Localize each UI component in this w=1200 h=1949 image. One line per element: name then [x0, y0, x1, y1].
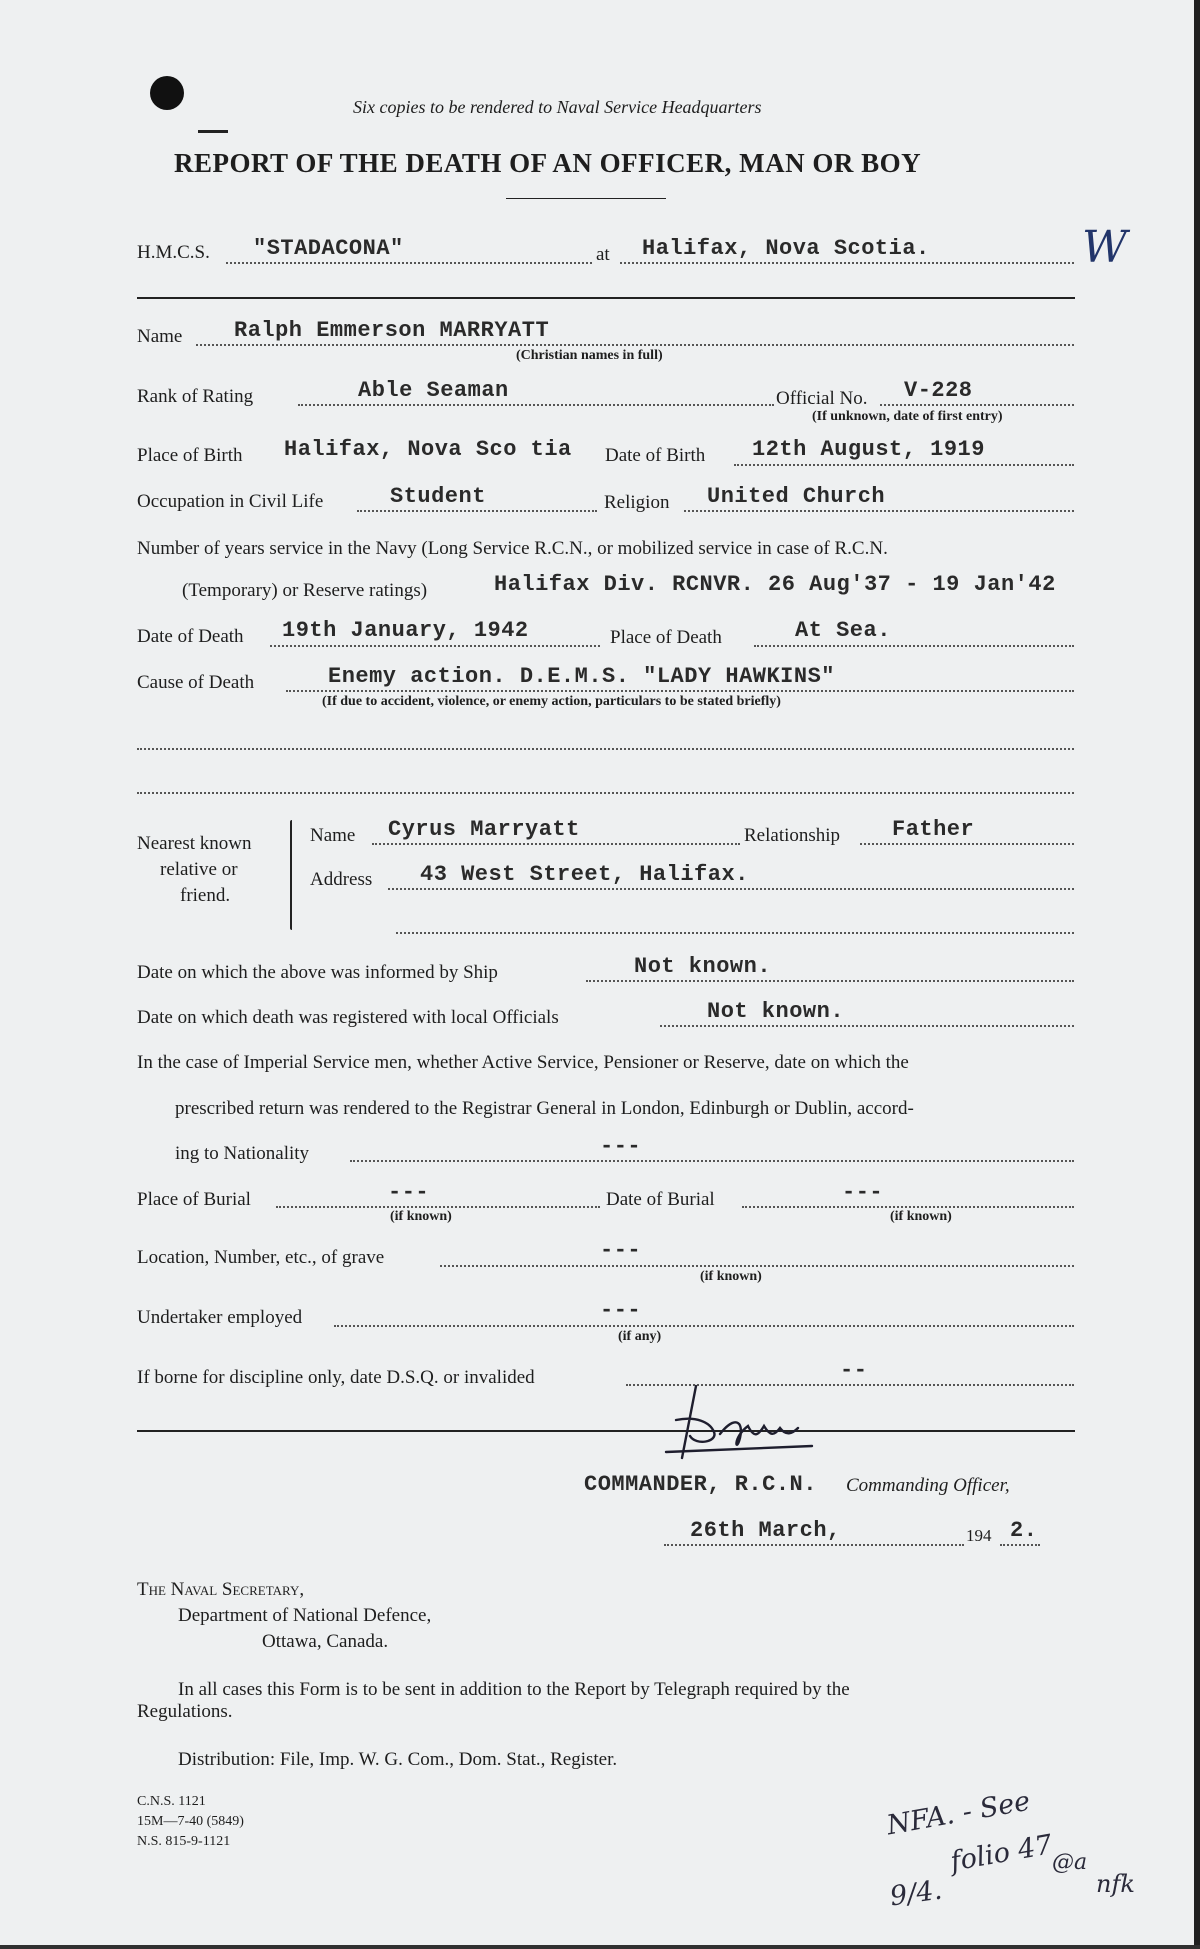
burial-place-label: Place of Burial [137, 1189, 251, 1210]
relative-name-line [372, 843, 740, 845]
addressee-line-1: The Naval Secretary, [137, 1579, 305, 1600]
discipline-value: -- [840, 1358, 868, 1383]
form-code-3: N.S. 815-9-1121 [137, 1834, 231, 1849]
burial-date-label: Date of Burial [606, 1189, 715, 1210]
section-rule-top [137, 297, 1075, 299]
discipline-label: If borne for discipline only, date D.S.Q. or invalided [137, 1367, 535, 1388]
relative-address-line-2 [396, 932, 1074, 934]
telegraph-note: In all cases this Form is to be sent in addition to the Report by Telegraph required by the [178, 1679, 850, 1700]
burial-date-value: --- [842, 1180, 884, 1205]
addressee-line-2: Department of National Defence, [178, 1605, 432, 1626]
cause-line-2 [137, 748, 1074, 750]
religion-line [684, 510, 1074, 512]
burial-date-line [742, 1206, 1074, 1208]
burial-date-hint: (if known) [890, 1209, 952, 1224]
undertaker-value: --- [600, 1298, 642, 1323]
grave-value: --- [600, 1238, 642, 1263]
margin-note: W [1082, 222, 1128, 273]
imperial-line [350, 1160, 1074, 1162]
signature-role: Commanding Officer, [846, 1475, 1010, 1496]
cause-line [286, 690, 1074, 692]
telegraph-note-2: Regulations. [137, 1701, 233, 1722]
instruction-text: Six copies to be rendered to Naval Service Headquarters [353, 97, 762, 117]
death-place-label: Place of Death [610, 627, 722, 648]
relative-group-label-3: friend. [180, 885, 231, 906]
handwritten-note-3: 9/4. [888, 1874, 944, 1913]
religion-value: United Church [707, 484, 886, 509]
name-label: Name [137, 326, 183, 347]
informed-label: Date on which the above was informed by Ship [137, 962, 498, 983]
relative-group-label-1: Nearest known [137, 833, 252, 854]
burial-place-hint: (if known) [390, 1209, 452, 1224]
relative-group-label-2: relative or [160, 859, 238, 880]
informed-line [586, 980, 1074, 982]
occupation-line [357, 510, 597, 512]
title-underline [506, 198, 666, 199]
signature-date-line [664, 1544, 964, 1546]
relative-brace [290, 820, 292, 930]
handwritten-initials: @a [1052, 1850, 1088, 1875]
undertaker-line [334, 1325, 1074, 1327]
relative-name-value: Cyrus Marryatt [388, 817, 580, 842]
signature-date: 26th March, [690, 1518, 841, 1543]
rank-value: Able Seaman [358, 378, 509, 403]
at-line [620, 262, 1074, 264]
ship-label: H.M.C.S. [137, 242, 210, 263]
imperial-line-2: prescribed return was rendered to the Registrar General in London, Edinburgh or Dublin, accord- [175, 1098, 914, 1119]
official-value: V-228 [904, 378, 973, 403]
grave-label: Location, Number, etc., of grave [137, 1247, 385, 1268]
addressee-line-3: Ottawa, Canada. [262, 1631, 389, 1652]
birth-date-value: 12th August, 1919 [752, 437, 985, 462]
undertaker-label: Undertaker employed [137, 1307, 303, 1328]
relative-name-label: Name [310, 825, 356, 846]
relationship-value: Father [892, 817, 975, 842]
burial-place-value: --- [388, 1180, 430, 1205]
cause-line-3 [137, 792, 1074, 794]
signature-year-suffix: 2. [1010, 1518, 1038, 1543]
cause-value: Enemy action. D.E.M.S. "LADY HAWKINS" [328, 664, 835, 689]
occupation-value: Student [390, 484, 486, 509]
at-label: at [596, 244, 610, 265]
page-edge-shadow [1194, 0, 1200, 1949]
signature-year-prefix: 194 [966, 1526, 992, 1545]
informed-value: Not known. [634, 954, 772, 979]
birth-date-label: Date of Birth [605, 445, 706, 466]
imperial-line-3: ing to Nationality [175, 1143, 310, 1164]
ship-value: "STADACONA" [253, 236, 404, 261]
handwritten-note-2: folio 47 [948, 1829, 1055, 1878]
service-value: Halifax Div. RCNVR. 26 Aug'37 - 19 Jan'42 [494, 572, 1056, 597]
official-line [880, 404, 1074, 406]
cause-hint: (If due to accident, violence, or enemy action, particulars to be stated briefly) [322, 694, 781, 709]
name-hint: (Christian names in full) [516, 348, 663, 363]
signature [636, 1376, 816, 1466]
signature-rank: COMMANDER, R.C.N. [584, 1472, 817, 1497]
form-title: REPORT OF THE DEATH OF AN OFFICER, MAN OR BOY [174, 148, 922, 178]
form-code-2: 15M—7-40 (5849) [137, 1814, 244, 1829]
official-label: Official No. [776, 388, 868, 409]
service-label-1: Number of years service in the Navy (Long Service R.C.N., or mobilized service in case of R.C.N. [137, 538, 888, 559]
rank-line [298, 404, 774, 406]
religion-label: Religion [604, 492, 670, 513]
relationship-line [860, 843, 1074, 845]
grave-hint: (if known) [700, 1269, 762, 1284]
rank-label: Rank of Rating [137, 386, 254, 407]
punch-hole [150, 76, 184, 110]
imperial-value: --- [600, 1134, 642, 1159]
official-hint: (If unknown, date of first entry) [812, 409, 1003, 424]
distribution-note: Distribution: File, Imp. W. G. Com., Dom. Stat., Register. [178, 1749, 618, 1770]
occupation-label: Occupation in Civil Life [137, 491, 324, 512]
death-date-value: 19th January, 1942 [282, 618, 529, 643]
birth-date-line [734, 464, 1074, 466]
death-place-line [754, 645, 1074, 647]
relative-address-value: 43 West Street, Halifax. [420, 862, 749, 887]
page-bottom-shadow [0, 1945, 1200, 1949]
registered-label: Date on which death was registered with local Officials [137, 1007, 559, 1028]
at-value: Halifax, Nova Scotia. [642, 236, 930, 261]
form-code-1: C.N.S. 1121 [137, 1794, 206, 1809]
name-line [196, 344, 1074, 346]
cause-label: Cause of Death [137, 672, 255, 693]
handwritten-note-1: NFA. - See [884, 1785, 1033, 1842]
burial-place-line [276, 1206, 600, 1208]
signature-year-line [1000, 1544, 1040, 1546]
section-rule-bottom [137, 1430, 1075, 1432]
name-value: Ralph Emmerson MARRYATT [234, 318, 550, 343]
imperial-line-1: In the case of Imperial Service men, whether Active Service, Pensioner or Reserve, date on which the [137, 1052, 909, 1073]
pen-mark [198, 130, 228, 133]
undertaker-hint: (if any) [618, 1329, 662, 1344]
relationship-label: Relationship [744, 825, 841, 846]
relative-address-line [388, 888, 1074, 890]
death-date-label: Date of Death [137, 626, 244, 647]
service-label-2: (Temporary) or Reserve ratings) [182, 580, 428, 601]
grave-line [440, 1265, 1074, 1267]
birth-place-label: Place of Birth [137, 445, 243, 466]
handwritten-initials-2: nfk [1096, 1870, 1135, 1898]
registered-line [660, 1025, 1074, 1027]
birth-place-value: Halifax, Nova Sco tia [284, 437, 572, 462]
death-place-value: At Sea. [795, 618, 891, 643]
ship-line [226, 262, 592, 264]
registered-value: Not known. [707, 999, 845, 1024]
relative-address-label: Address [310, 869, 373, 890]
death-date-line [270, 645, 600, 647]
